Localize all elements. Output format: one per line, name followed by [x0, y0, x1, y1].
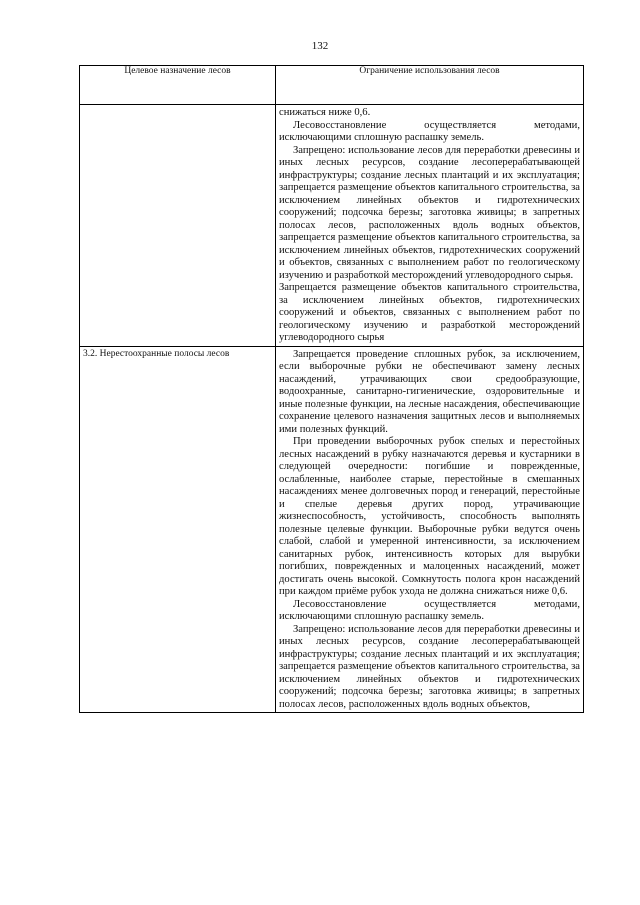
header-purpose: Целевое назначение лесов	[80, 66, 276, 105]
header-restrictions: Ограничение использования лесов	[276, 66, 584, 105]
forest-restrictions-table	[79, 65, 584, 713]
restriction-paragraph: Лесовосстановление осуществляется методами, исключающими сплошную распашку земель.	[279, 119, 580, 143]
restriction-paragraph: Запрещается проведение сплошных рубок, за исключением, если выборочные рубки не обеспечивают замену лесных насаждений, утрачивающих свои средообразующие, водоохранные, санитарно-гигиенические, оздоровительные и иные полезные функции, на лесные насаждения, обеспечивающие сохранение целевого назначения защитных лесов и выполняемых ими полезных функций.	[279, 348, 580, 435]
restriction-paragraph: снижаться ниже 0,6.	[279, 107, 371, 118]
restrictions-cell	[276, 346, 584, 713]
table-header-row	[80, 66, 584, 105]
purpose-cell	[80, 105, 276, 347]
table-row	[80, 346, 584, 713]
restriction-paragraph: Запрещено: использование лесов для переработки древесины и иных лесных ресурсов, создание лесоперерабатывающей инфраструктуры; создание лесных плантаций и их эксплуатация; запрещается размещение объектов капитального строительства, за исключением линейных объектов и гидротехнических сооружений; подсочка березы; заготовка живицы; в запретных полосах лесов, расположенных вдоль водных объектов, запрещается размещение объектов капитального строительства, за исключением линейных объектов, гидротехнических сооружений и объектов, связанных с выполнением работ по геологическому изучению и разработкой месторождений углеводородного сырья.	[279, 144, 580, 281]
restriction-paragraph: Запрещено: использование лесов для переработки древесины и иных лесных ресурсов, создание лесоперерабатывающей инфраструктуры; создание лесных плантаций и их эксплуатация; запрещается размещение объектов капитального строительства, за исключением линейных объектов и гидротехнических сооружений; подсочка березы; заготовка живицы; в запретных полосах лесов, расположенных вдоль водных объектов,	[279, 623, 580, 710]
purpose-cell: 3.2. Нерестоохранные полосы лесов	[80, 346, 276, 713]
restrictions-cell	[276, 105, 584, 347]
restriction-paragraph: Запрещается размещение объектов капитального строительства, за исключением линейных объектов, гидротехнических сооружений и объектов, связанных с выполнением работ по геологическому изучению и разработкой месторождений углеводородного сырья	[279, 282, 580, 343]
table-row	[80, 105, 584, 347]
restriction-paragraph: При проведении выборочных рубок спелых и перестойных лесных насаждений в рубку назначаются деревья и кустарники в следующей очередности: погибшие и поврежденные, ослабленные, наиболее старые, перестойные в смешанных насаждениях менее долговечных пород и генераций, перестойные и спелые деревья других пород, утрачивающие жизнеспособность, устойчивость, способность выполнять полезные целевые функции. Выборочные рубки ведутся очень слабой, слабой и умеренной интенсивности, за исключением санитарных рубок, интенсивность которых для вырубки погибших, поврежденных и малоценных насаждений, может достигать очень высокой. Сомкнутость полога крон насаждений при каждом приёме рубок ухода не должна снижаться ниже 0,6.	[279, 436, 580, 597]
restriction-paragraph: Лесовосстановление осуществляется методами, исключающими сплошную распашку земель.	[279, 598, 580, 622]
page-number: 132	[311, 40, 329, 52]
